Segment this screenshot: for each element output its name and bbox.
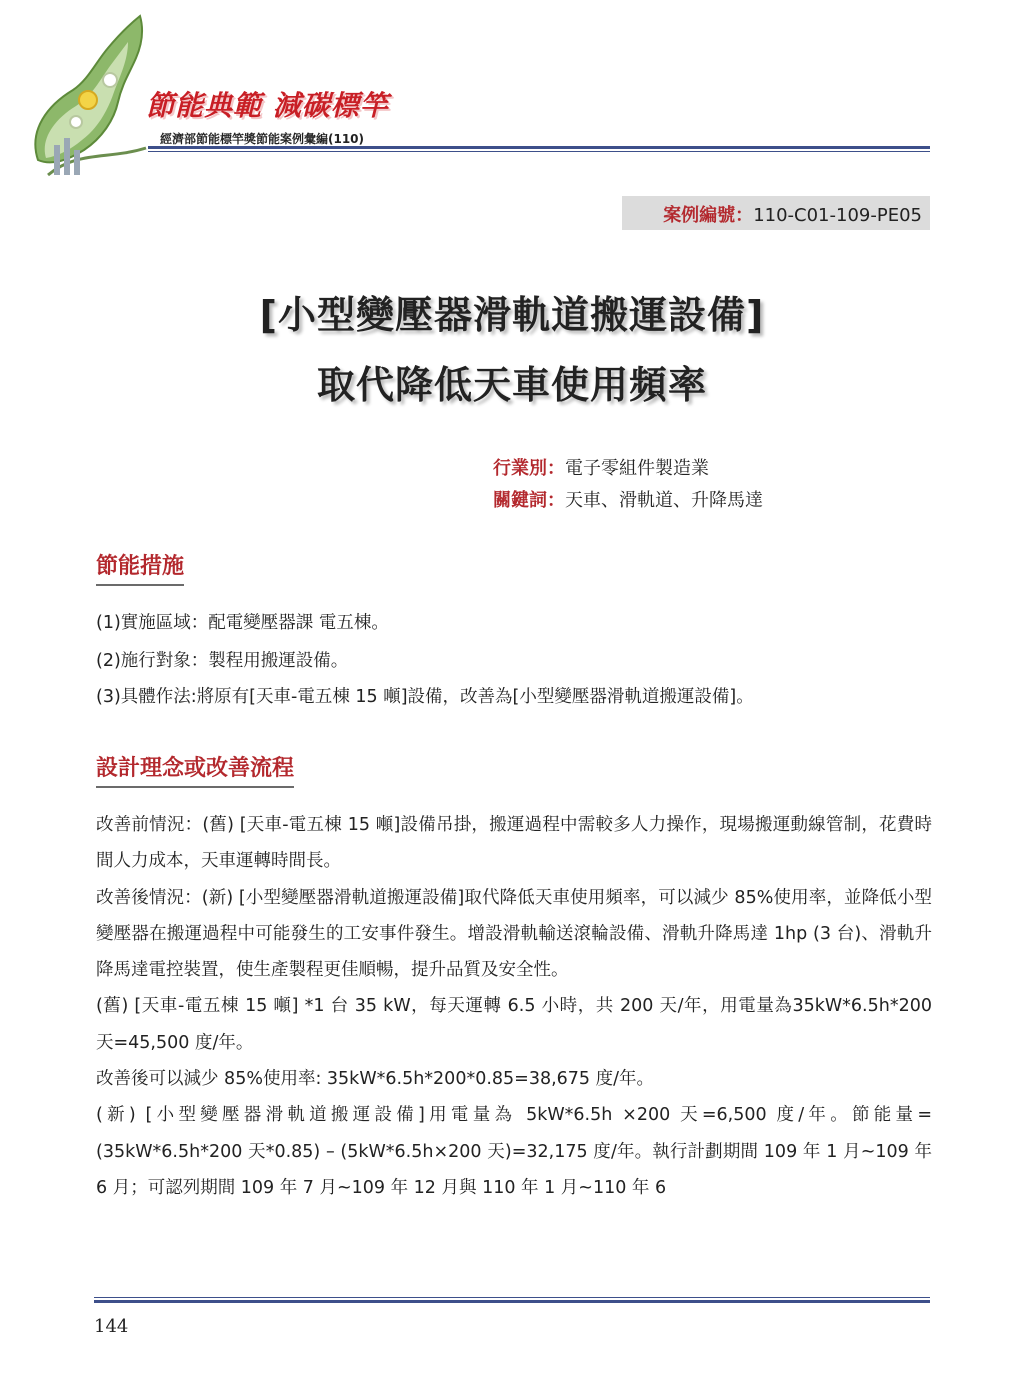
footer-divider-thin xyxy=(94,1297,930,1298)
section-heading-design: 設計理念或改善流程 xyxy=(96,751,294,788)
design-paragraph: 改善後情況：(新) [小型變壓器滑軌道搬運設備]取代降低天車使用頻率，可以減少 85%使用率，並降低小型變壓器在搬運過程中可能發生的工安事件發生。增設滑軌輸送滾輪設備、滑軌升降馬達 1hp (3 台)、滑軌升降馬達電控裝置，使生產製程更佳順暢，提升品質及安全性。 xyxy=(96,887,932,981)
page-title-line-1: [小型變壓器滑軌道搬運設備] xyxy=(259,293,765,337)
design-body xyxy=(96,807,932,1206)
case-number-value: 110-C01-109-PE05 xyxy=(753,205,922,226)
section-heading-measures: 節能措施 xyxy=(96,549,184,586)
series-title: 節能典範 減碳標竿 xyxy=(146,89,389,122)
keywords-label: 關鍵詞： xyxy=(493,490,565,511)
keywords-value: 天車、滑軌道、升降馬達 xyxy=(565,490,763,511)
design-paragraph: 改善後可以減少 85%使用率: 35kW*6.5h*200*0.85=38,675 度/年。 xyxy=(96,1069,655,1090)
case-number-label: 案例編號： xyxy=(663,205,754,226)
footer-divider xyxy=(94,1300,930,1303)
header-divider-thin xyxy=(148,151,930,152)
page-number: 144 xyxy=(94,1316,129,1337)
measure-item: (3)具體作法:將原有[天車-電五棟 15 噸]設備，改善為[小型變壓器滑軌道搬運設備]。 xyxy=(96,687,754,707)
measure-item: (2)施行對象：製程用搬運設備。 xyxy=(96,651,349,671)
keywords-line xyxy=(493,486,763,512)
design-paragraph: (舊) [天車-電五棟 15 噸] *1 台 35 kW，每天運轉 6.5 小時，共 200 天/年，用電量為35kW*6.5h*200 天=45,500 度/年。 xyxy=(96,996,932,1053)
design-paragraph: 改善前情況：(舊) [天車-電五棟 15 噸]設備吊掛，搬運過程中需較多人力操作，現場搬運動線管制，花費時間人力成本，天車運轉時間長。 xyxy=(96,815,932,872)
industry-line xyxy=(493,454,709,480)
series-subtitle: 經濟部節能標竿獎節能案例彙編(110) xyxy=(160,132,365,146)
industry-value: 電子零組件製造業 xyxy=(565,458,709,479)
industry-label: 行業別： xyxy=(493,458,565,479)
header-divider xyxy=(148,146,930,149)
page-title-line-2: 取代降低天車使用頻率 xyxy=(316,363,707,407)
measure-item: (1)實施區域：配電變壓器課 電五棟。 xyxy=(96,613,389,633)
case-number-box xyxy=(622,196,930,230)
design-paragraph: (新) [小型變壓器滑軌道搬運設備]用電量為 5kW*6.5h ×200 天=6,500 度/年。節能量=(35kW*6.5h*200 天*0.85) – (5kW*6.5h×200 天)=32,175 度/年。執行計劃期間 109 年 1 月~109 年 6 月；可認列期間 109 年 7 月~109 年 12 月與 110 年 1 月~110 年 6 xyxy=(96,1105,932,1198)
